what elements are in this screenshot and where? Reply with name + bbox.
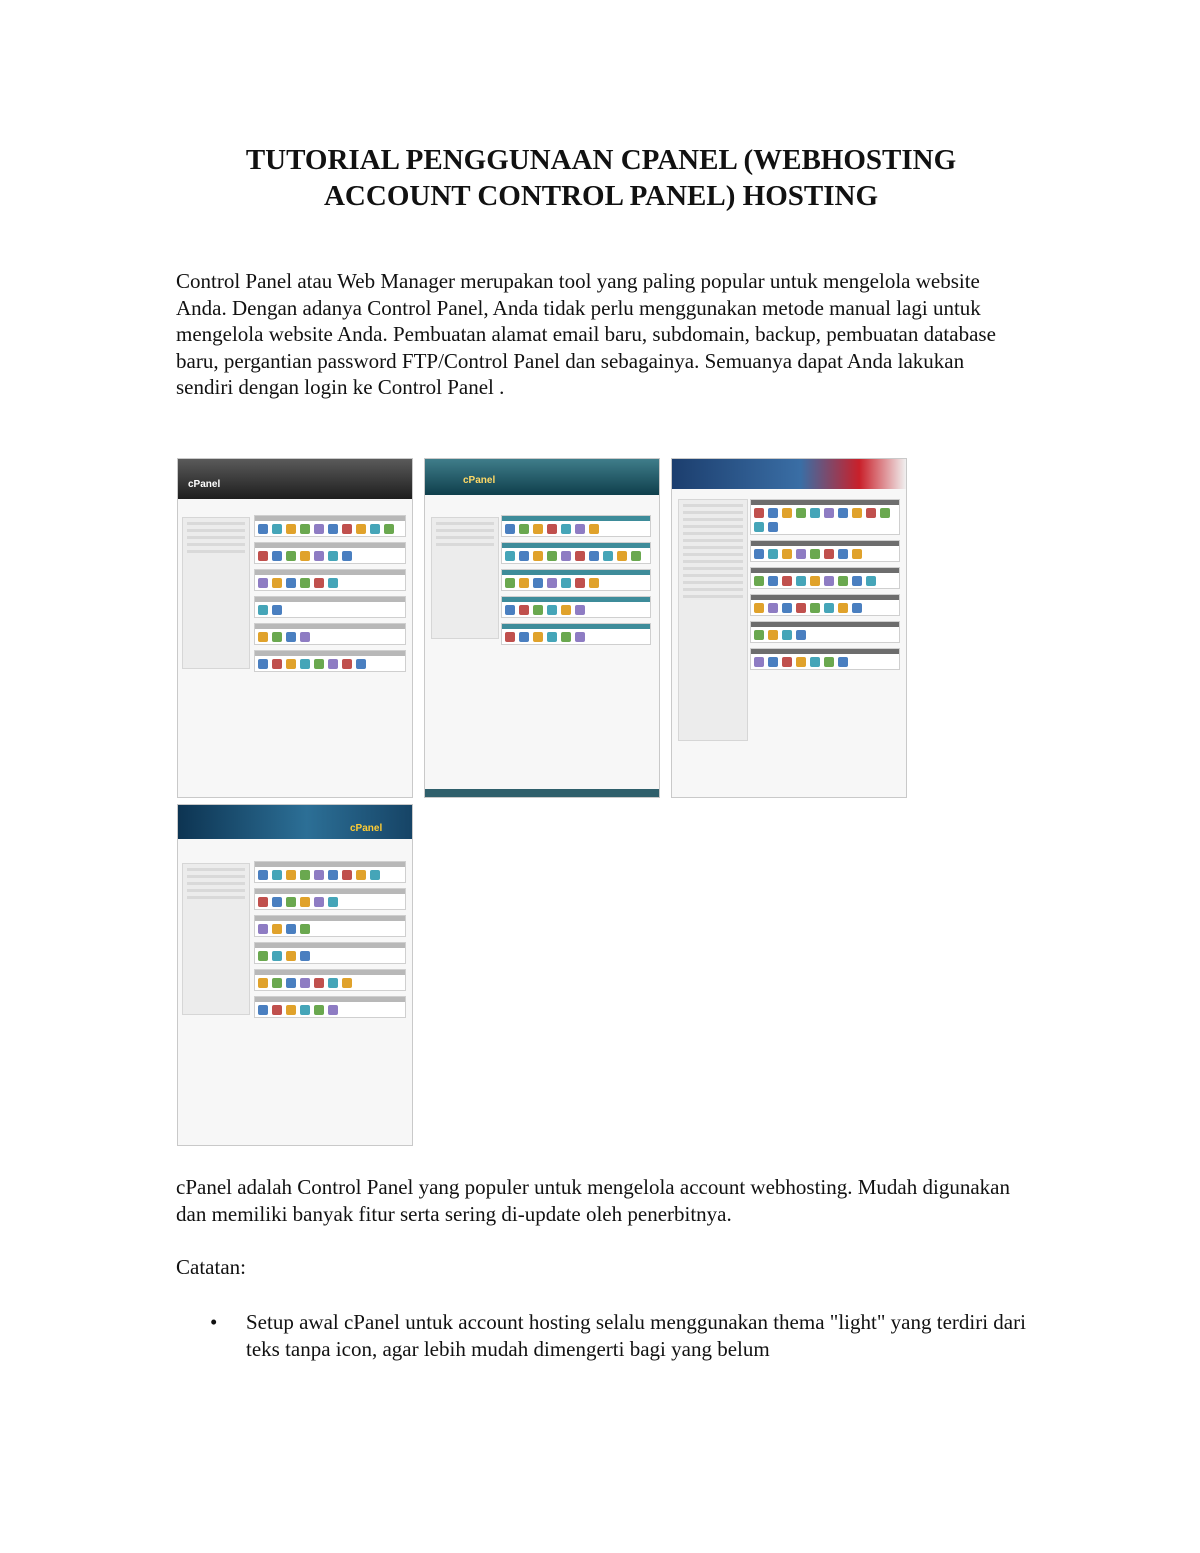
cpanel-screenshot-blue-theme — [177, 804, 413, 1146]
screenshot-header — [178, 805, 412, 839]
screenshot-sidebar — [431, 517, 499, 639]
screenshot-main-panels — [501, 515, 651, 785]
cpanel-screenshot-teal-theme — [424, 458, 660, 798]
cpanel-screenshot-banner-theme — [671, 458, 907, 798]
notes-label: Catatan: — [176, 1255, 246, 1279]
screenshot-header — [672, 459, 906, 489]
screenshot-footer-bar — [425, 789, 659, 797]
notes-list — [176, 1309, 1026, 1362]
title-line-1: TUTORIAL PENGGUNAAN CPANEL (WEBHOSTING — [245, 144, 957, 176]
cpanel-logo: cPanel — [350, 823, 383, 834]
cpanel-logo: cPanel — [463, 475, 496, 486]
screenshot-header — [425, 459, 659, 495]
screenshot-header — [178, 459, 412, 499]
cpanel-paragraph: cPanel adalah Control Panel yang populer untuk mengelola account webhosting. Mudah digunakan dan memiliki banyak fitur serta sering di-update oleh penerbitnya. — [176, 1175, 1010, 1226]
cpanel-logo: cPanel — [188, 479, 221, 490]
screenshot-main-panels — [254, 861, 406, 1131]
list-item-text: Setup awal cPanel untuk account hosting selalu menggunakan thema "light" yang terdiri dari teks tanpa icon, agar lebih mudah dimengerti bagi yang belum — [246, 1310, 1026, 1361]
cpanel-screenshot-dark-theme — [177, 458, 413, 798]
document-title — [176, 142, 1026, 214]
intro-paragraph: Control Panel atau Web Manager merupakan tool yang paling popular untuk mengelola website Anda. Dengan adanya Control Panel, Anda tidak perlu menggunakan metode manual lagi untuk mengelola website Anda. Pembuatan alamat email baru, subdomain, backup, pembuatan database baru, pergantian password FTP/Control Panel dan sebagainya. Semuanya dapat Anda lakukan sendiri dengan login ke Control Panel . — [176, 269, 996, 399]
screenshot-sidebar — [182, 517, 250, 669]
screenshot-main-panels — [750, 499, 900, 789]
screenshot-sidebar — [678, 499, 748, 741]
title-line-2: ACCOUNT CONTROL PANEL) HOSTING — [323, 180, 879, 212]
screenshot-main-panels — [254, 515, 406, 785]
screenshot-sidebar — [182, 863, 250, 1015]
list-item — [176, 1309, 1026, 1362]
bullet-icon: • — [210, 1310, 218, 1334]
